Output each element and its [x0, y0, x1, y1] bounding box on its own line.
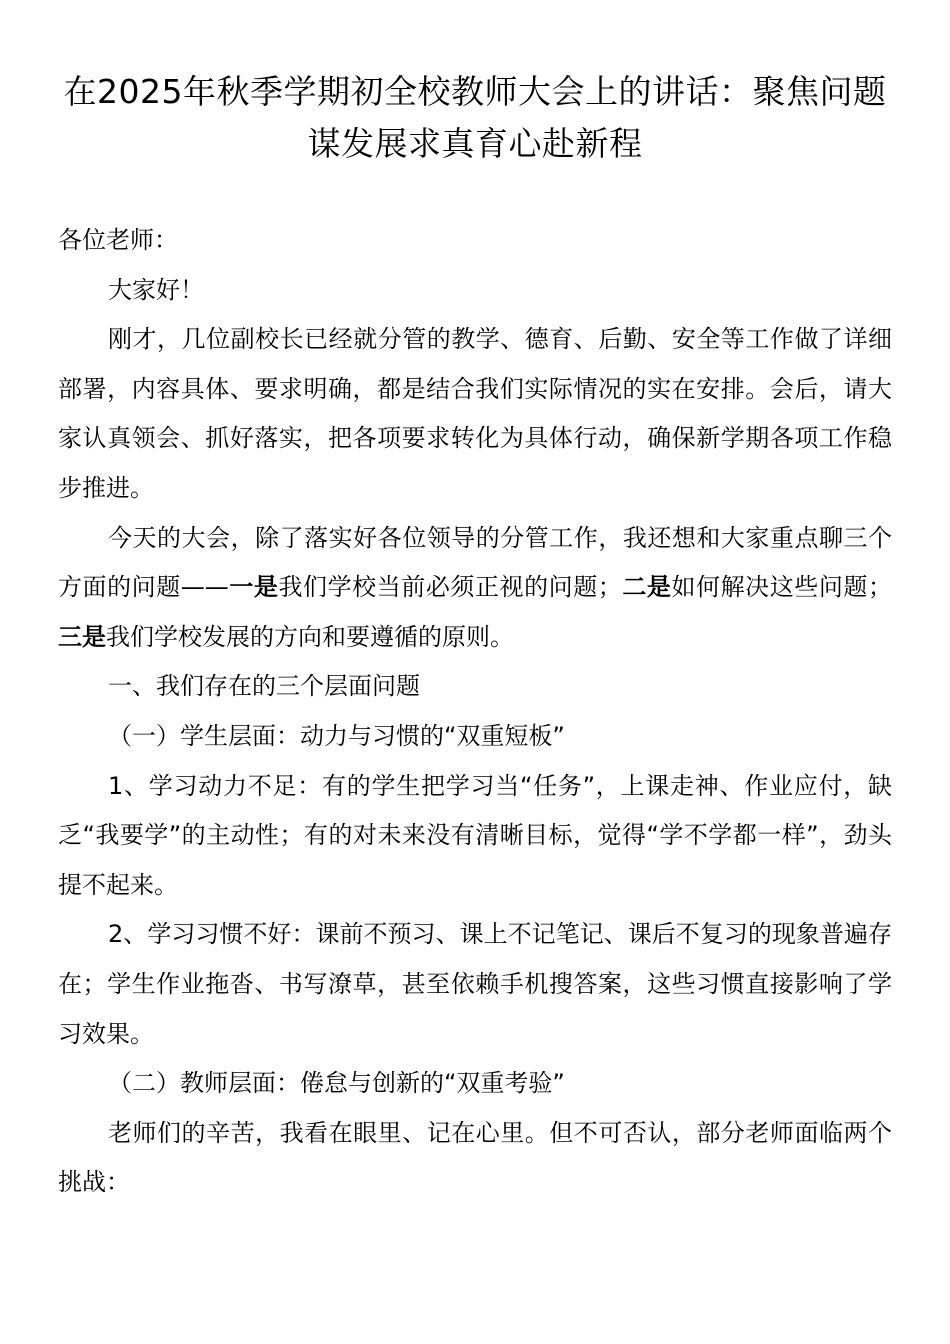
- subsection-heading-teachers: （二）教师层面：倦怠与创新的“双重考验”: [108, 1069, 565, 1098]
- greeting: 大家好！: [108, 275, 204, 304]
- agenda-marker-3: 三是: [58, 622, 106, 651]
- agenda-point-1: 我们学校当前必须正视的问题；: [278, 573, 622, 602]
- paragraph-teachers: 老师们的辛苦，我看在眼里、记在心里。但不可否认，部分老师面临两个挑战：: [58, 1118, 892, 1197]
- paragraph-opening: 刚才，几位副校长已经就分管的教学、德育、后勤、安全等工作做了详细部署，内容具体、要求明确，都是结合我们实际情况的实在安排。会后，请大家认真领会、抓好落实，把各项要求转化为具体行动，确保新学期各项工作稳步推进。: [58, 325, 892, 502]
- salutation: 各位老师：: [58, 226, 178, 254]
- agenda-point-2: 如何解决这些问题；: [671, 573, 892, 602]
- section-heading-1: 一、我们存在的三个层面问题: [108, 672, 420, 701]
- paragraph-agenda: [58, 514, 892, 663]
- list-item-learning-habits: 2、学习习惯不好：课前不预习、课上不记笔记、课后不复习的现象普遍存在；学生作业拖沓、书写潦草，甚至依赖手机搜答案，这些习惯直接影响了学习效果。: [58, 920, 892, 1048]
- subsection-heading-students: （一）学生层面：动力与习惯的“双重短板”: [108, 721, 565, 750]
- agenda-intro: 今天的大会，除了落实好各位领导的分管工作，我还想和大家重点聊三个方面的问题——: [58, 523, 892, 602]
- list-item-learning-motivation: 1、学习动力不足：有的学生把学习当“任务”，上课走神、作业应付，缺乏“我要学”的主动性；有的对未来没有清晰目标，觉得“学不学都一样”，劲头提不起来。: [58, 771, 892, 899]
- agenda-marker-1: 一是: [228, 573, 279, 602]
- agenda-marker-2: 二是: [621, 573, 672, 602]
- document-body: [58, 216, 892, 1208]
- agenda-point-3: 我们学校发展的方向和要遵循的原则。: [106, 622, 514, 651]
- document-title: 在2025年秋季学期初全校教师大会上的讲话：聚焦问题谋发展求真育心赴新程: [63, 72, 887, 163]
